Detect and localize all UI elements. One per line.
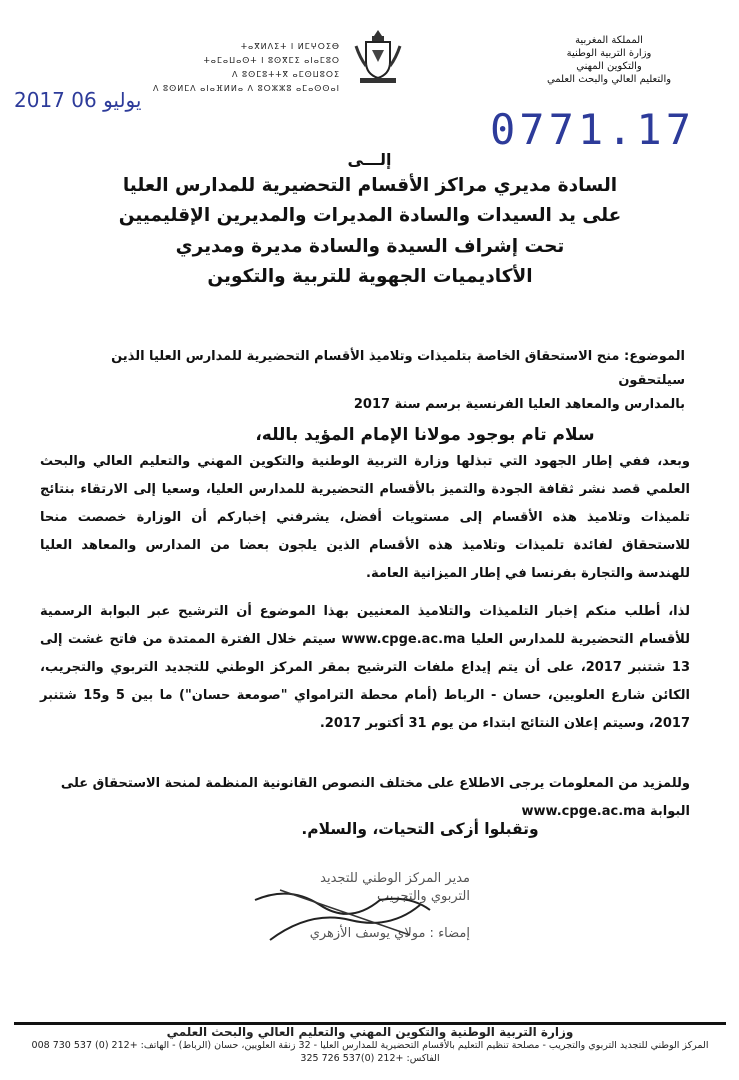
header-line: ⴷ ⵓⵙⵎⵓⵜⵜⴳ ⴰⵎⵙⵡⵓⵔⵉ [232, 70, 340, 79]
signature-scribble-icon [250, 880, 440, 950]
paragraph-text: وللمزيد من المعلومات يرجى الاطلاع على مختلف النصوص القانونية المنظمة لمنحة الاستحقاق على البوابة [60, 776, 690, 819]
ministry-header-tifinagh [150, 40, 340, 96]
paragraph-text: لذا، أطلب منكم إخبار التلميذات والتلاميذ المعنيين بهذا الموضوع أن الترشيح عبر البوابة الرسمية للأقسام التحضيرية للمدارس العليا [40, 604, 691, 647]
header-line: ⵜⴰⵎⴰⵡⴰⵙⵜ ⵏ ⵓⵙⴳⵎⵉ ⴰⵏⴰⵎⵓⵔ [203, 56, 340, 65]
portal-link[interactable]: www.cpge.ac.ma [521, 804, 646, 819]
header-line: المملكة المغربية [575, 35, 643, 46]
subject-text: منح الاستحقاق الخاصة بتلميذات وتلاميذ الأقسام التحضيرية للمدارس العليا الذين سيلتحقون [111, 349, 685, 388]
body-paragraph [40, 598, 690, 738]
paragraph-text: سيتم خلال الفترة الممتدة من فاتح غشت إلى 13 شتنبر 2017، على أن يتم إيداع ملفات الترشيح بمقر المركز الوطني للتجديد التربوي والتجريب، الكائن شارع العلويين، حسان - الرباط (أمام محطة الترامواي "صومعة حسان") ما بين 5 و15 شتنبر 2017، وسيتم إعلان النتائج ابتداء من يوم 31 أكتوبر 2017. [40, 632, 691, 731]
header-line: والتعليم العالي والبحث العلمي [546, 74, 672, 85]
header-line: ⴷ ⵓⵙⵍⵎⴷ ⴰⵏⴰⴼⵍⵍⴰ ⴷ ⵓⵔⵣⵣⵓ ⴰⵎⴰⵙⵙⴰⵏ [153, 84, 340, 93]
greeting: سلام تام بوجود مولانا الإمام المؤيد بالله، [255, 425, 595, 445]
date-stamp: 2017 يوليو 06 [14, 88, 142, 112]
closing: وتقبلوا أزكى التحيات، والسلام. [301, 820, 539, 838]
signatory-title: التربوي والتجريب [376, 889, 470, 904]
body-paragraph [40, 770, 690, 826]
addressee-line: السادة مديري مراكز الأقسام التحضيرية للمدارس العليا [122, 175, 618, 196]
coat-of-arms-icon [352, 28, 404, 86]
subject-text: بالمدارس والمعاهد العليا الفرنسية برسم سنة 2017 [353, 397, 685, 412]
reference-number-stamp: 0771.17 [490, 105, 696, 154]
footer-address: المركز الوطني للتجديد التربوي والتجريب - مصلحة تنظيم التعليم بالأقسام التحضيرية للمدارس العليا - 32 زنقة العلويين، حسان (الرباط) - الهاتف: +212 (0) 537 730 008 [31, 1040, 709, 1051]
body-paragraph: وبعد، ففي إطار الجهود التي تبذلها وزارة التربية الوطنية والتكوين المهني والتعليم العالي والبحث العلمي قصد نشر ثقافة الجودة والتميز بالأقسام التحضيرية للمدارس العليا، وسعيا إلى الارتقاء بنتائج تلميذات وتلاميذ هذه الأقسام إلى مستويات أفضل، يشرفني إخباركم أن الوزارة خصصت منحا للاستحقاق لفائدة تلميذات وتلاميذ هذه الأقسام الذين يلجون بعضا من المدارس والمعاهد العليا للهندسة والتجارة بفرنسا في إطار الميزانية العامة. [40, 454, 690, 581]
addressee-line: الأكاديميات الجهوية للتربية والتكوين [207, 266, 533, 287]
addressee-line: على يد السيدات والسادة المديرات والمديرين الإقليميين [118, 205, 622, 226]
signatory-name: إمضاء : مولاي يوسف الأزهري [309, 926, 470, 941]
header-line: ⵜⴰⴳⵍⴷⵉⵜ ⵏ ⵍⵎⵖⵔⵉⴱ [240, 42, 340, 51]
header-line: والتكوين المهني [576, 61, 642, 72]
subject-label: الموضوع: [624, 349, 685, 364]
signatory-title: مدير المركز الوطني للتجديد [320, 871, 470, 886]
footer-ministry: وزارة التربية الوطنية والتكوين المهني والتعليم العالي والبحث العلمي [166, 1025, 574, 1039]
addressee-line: تحت إشراف السيدة والسادة مديرة ومديري [175, 236, 565, 257]
footer [20, 1026, 720, 1065]
subject [55, 345, 685, 417]
addressee-to: إلـــى [347, 150, 392, 169]
portal-link[interactable]: www.cpge.ac.ma [341, 632, 466, 647]
footer-fax: الفاكس: +212 (0)537 726 325 [300, 1053, 440, 1064]
header-line: وزارة التربية الوطنية [566, 48, 652, 59]
ministry-header-arabic [509, 34, 709, 86]
